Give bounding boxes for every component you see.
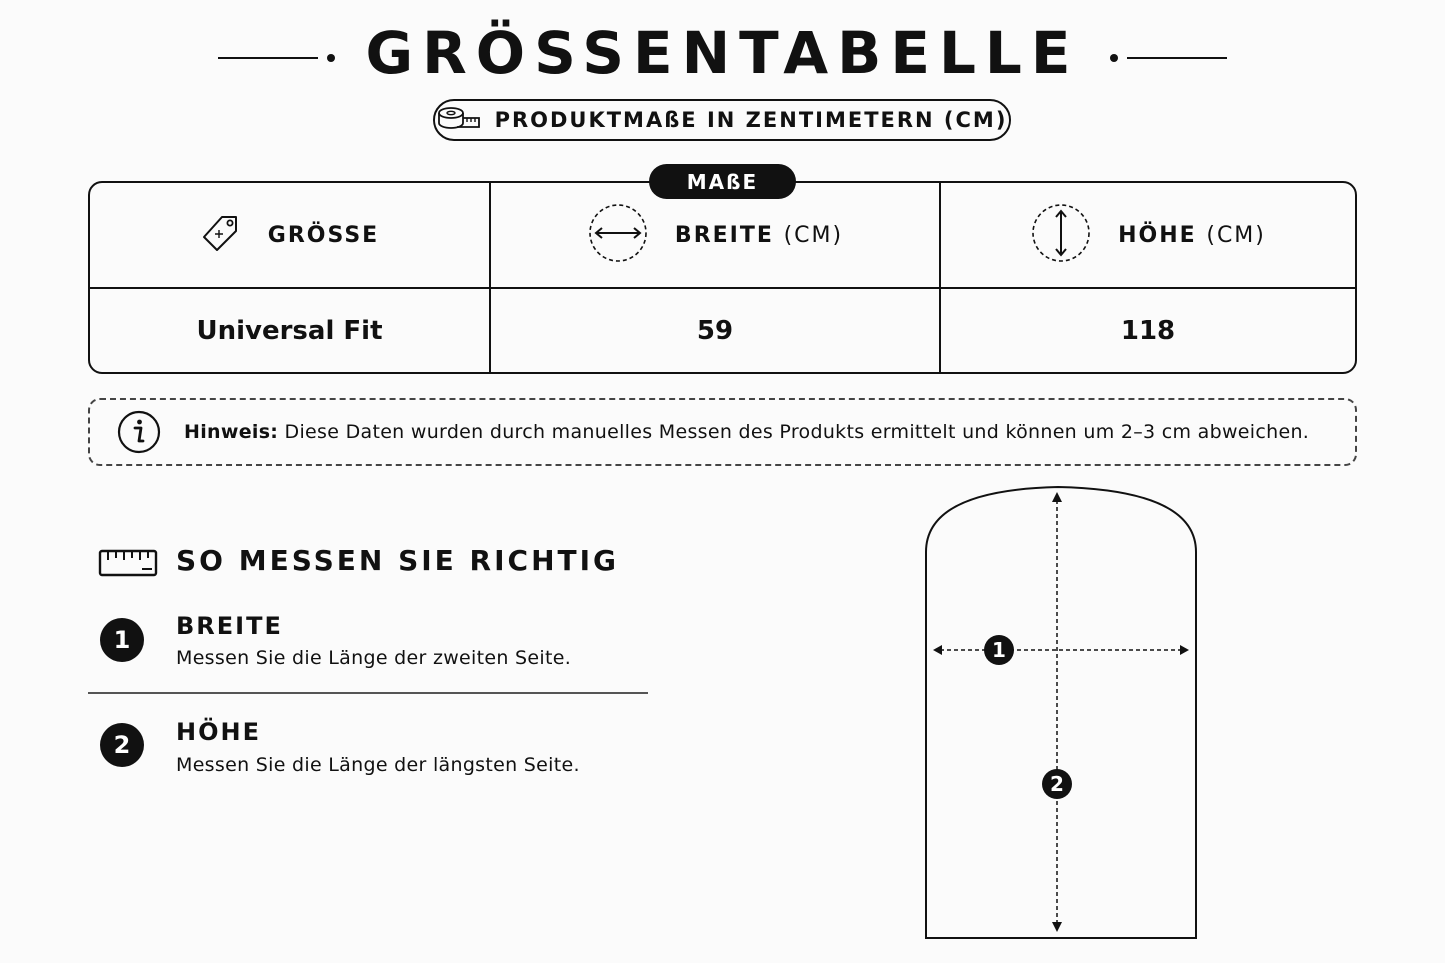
measuring-tape-icon xyxy=(437,105,481,135)
step-2-desc: Messen Sie die Länge der längsten Seite. xyxy=(176,754,580,776)
size-table xyxy=(88,181,1357,374)
title-right-dot xyxy=(1110,54,1118,62)
header-height-text: HÖHE xyxy=(1118,222,1197,248)
cell-size: Universal Fit xyxy=(196,315,383,346)
note-body: Diese Daten wurden durch manuelles Messen des Produkts ermittelt und können um 2–3 cm abweichen. xyxy=(284,421,1310,443)
horizontal-arrow-icon xyxy=(587,202,649,268)
measurement-diagram xyxy=(900,480,1220,954)
cell-width: 59 xyxy=(696,315,734,346)
note-text xyxy=(184,421,1309,443)
marker-2-label: 2 xyxy=(1050,772,1064,796)
marker-1-label: 1 xyxy=(992,638,1006,662)
step-2-number: 2 xyxy=(100,723,144,767)
step-1-number: 1 xyxy=(100,618,144,662)
step-divider xyxy=(88,692,648,694)
page-title: GRÖSSENTABELLE xyxy=(365,19,1080,87)
step-2-title: HÖHE xyxy=(176,718,261,746)
note-box xyxy=(88,398,1357,466)
step-1-title: BREITE xyxy=(176,612,283,640)
header-size-label: GRÖSSE xyxy=(267,222,380,248)
howto-title: SO MESSEN SIE RICHTIG xyxy=(176,544,620,577)
header-height-label xyxy=(1118,223,1266,248)
header-height xyxy=(941,183,1355,287)
header-width-unit: (CM) xyxy=(783,222,844,248)
section-badge: MAßE xyxy=(649,164,796,199)
subtitle-badge xyxy=(433,99,1011,141)
info-icon xyxy=(116,409,162,455)
subtitle-text: PRODUKTMAßE IN ZENTIMETERN (CM) xyxy=(494,108,1008,132)
tag-icon xyxy=(200,212,242,258)
header-size xyxy=(90,183,489,287)
product-outline xyxy=(926,487,1196,938)
ruler-icon xyxy=(98,548,158,582)
vertical-arrow-icon xyxy=(1030,202,1092,268)
title-right-line xyxy=(1127,57,1227,59)
cell-height: 118 xyxy=(1120,315,1176,346)
header-height-unit: (CM) xyxy=(1206,222,1266,248)
header-width-text: BREITE xyxy=(674,222,774,248)
header-width-label xyxy=(675,223,843,248)
step-1-desc: Messen Sie die Länge der zweiten Seite. xyxy=(176,647,572,669)
note-label: Hinweis: xyxy=(184,421,279,443)
